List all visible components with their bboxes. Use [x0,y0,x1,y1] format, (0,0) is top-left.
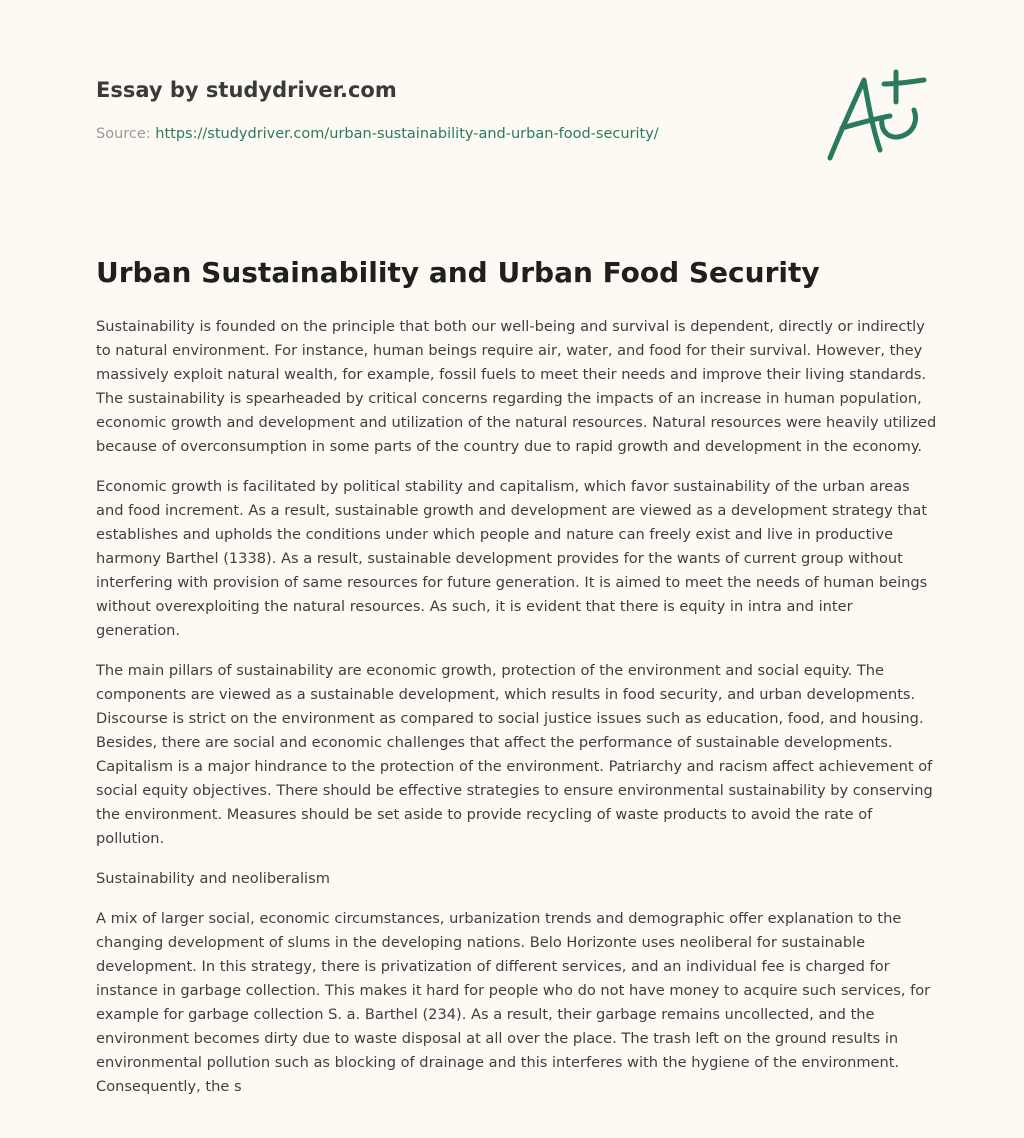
a-plus-logo-icon [820,66,930,166]
source-link[interactable]: https://studydriver.com/urban-sustainability-and-urban-food-security/ [155,126,659,142]
essay-paragraph: Sustainability is founded on the principle that both our well-being and survival is dependent, directly or indirectly to natural environment. For instance, human beings require air, water, and food for their survival. However, they massively exploit natural wealth, for example, fossil fuels to meet their needs and improve their living standards. The sustainability is spearheaded by critical concerns regarding the impacts of an increase in human population, economic growth and development and utilization of the natural resources. Natural resources were heavily utilized because of overconsumption in some parts of the country due to rapid growth and development in the economy. [96,318,937,455]
essay-paragraph: A mix of larger social, economic circumstances, urbanization trends and demographic offer explanation to the changing development of slums in the developing nations. Belo Horizonte uses neoliberal for sustainable development. In this strategy, there is privatization of different services, and an individual fee is charged for instance in garbage collection. This makes it hard for people who do not have money to acquire such services, for example for garbage collection S. a. Barthel (234). As a result, their garbage remains uncollected, and the environment becomes dirty due to waste disposal at all over the place. The trash left on the ground results in environmental pollution such as blocking of drainage and this interferes with the hygiene of the environment. Consequently, the s [96,910,931,1095]
essay-title: Urban Sustainability and Urban Food Security [96,256,820,289]
source-label: Source: [96,126,151,142]
essay-paragraph: The main pillars of sustainability are economic growth, protection of the environment and social equity. The components are viewed as a sustainable development, which results in food security, and urban developments. Discourse is strict on the environment as compared to social justice issues such as education, food, and housing. Besides, there are social and economic challenges that affect the performance of sustainable developments. Capitalism is a major hindrance to the protection of the environment. Patriarchy and racism affect achievement of social equity objectives. There should be effective strategies to ensure environmental sustainability by conserving the environment. Measures should be set aside to provide recycling of waste products to avoid the rate of pollution. [96,662,933,847]
essay-paragraph: Economic growth is facilitated by political stability and capitalism, which favor sustainability of the urban areas and food increment. As a result, sustainable growth and development are viewed as a development strategy that establishes and upholds the conditions under which people and nature can freely exist and live in productive harmony Barthel (1338). As a result, sustainable development provides for the wants of current group without interfering with provision of same resources for future generation. It is aimed to meet the needs of human beings without overexploiting the natural resources. As such, it is evident that there is equity in intra and inter generation. [96,478,928,639]
source-line [96,124,659,144]
essay-body [96,315,938,1115]
section-heading: Sustainability and neoliberalism [96,870,330,887]
site-title: Essay by studydriver.com [96,78,397,102]
